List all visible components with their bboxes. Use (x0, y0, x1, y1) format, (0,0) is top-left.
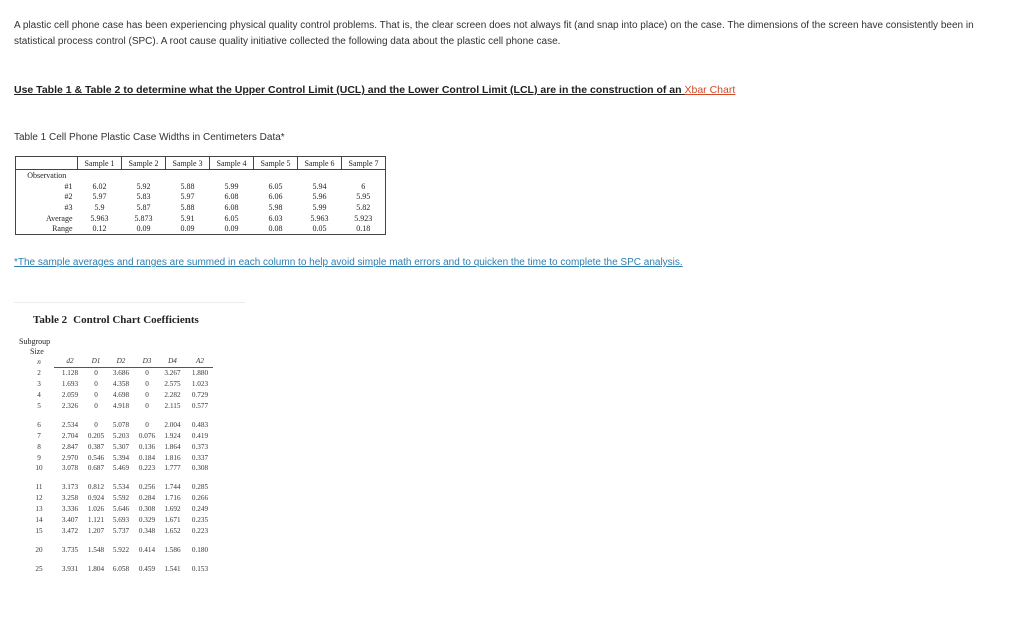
table2-column-header: D3 (142, 357, 152, 366)
table2-cell: 0.577 (191, 402, 209, 410)
table2-row (24, 544, 213, 555)
table2-cell: 1.716 (164, 494, 181, 503)
table1-cell: 5.82 (342, 202, 386, 213)
table2-header-row (24, 356, 213, 367)
xbar-chart-link[interactable]: Xbar Chart (684, 84, 736, 96)
table2-cell: 0.284 (138, 494, 156, 503)
table2-gap-cell (24, 474, 213, 482)
table2-cell: 3.735 (61, 545, 79, 554)
table2-cell: 1.548 (87, 545, 105, 554)
table2-subgroup-size: 5 (37, 402, 41, 410)
table1-cell: 6.02 (92, 181, 107, 191)
table2-cell: 0.076 (138, 431, 156, 440)
table2-cell: 0 (136, 367, 158, 378)
table2-group-gap (24, 474, 213, 482)
table2-group-gap (24, 411, 213, 419)
table2-subgroup-size: 8 (37, 442, 41, 451)
table1-row (16, 213, 386, 224)
table2-subgroup-size: 11 (35, 483, 43, 492)
table2-cell: 0.687 (87, 464, 105, 473)
table1-case-widths (15, 156, 386, 235)
table2-caption (33, 314, 199, 326)
table2-subgroup-size: 10 (35, 464, 43, 473)
table1-cell: 0.09 (210, 223, 254, 234)
table1-column-header: Sample 6 (298, 157, 342, 170)
table2-coefficients (24, 356, 213, 574)
table1-cell: 6.08 (224, 202, 239, 212)
table2-group-gap (24, 536, 213, 544)
table2-cell: 1.804 (87, 564, 105, 573)
table2-row (24, 379, 213, 390)
table1-cell: 5.99 (312, 202, 327, 212)
table1-header-row (16, 157, 386, 170)
table2-cell: 0.205 (87, 431, 105, 440)
table2-row (24, 419, 213, 430)
table2-cell: 5.592 (112, 494, 130, 503)
table1-cell: 5.97 (92, 192, 107, 202)
table2-subgroup-size: 4 (37, 391, 41, 400)
table2-row (24, 390, 213, 401)
table1-row (16, 202, 386, 213)
table2-cell: 2.115 (164, 402, 181, 410)
table2-cell: 5.693 (112, 516, 130, 525)
table2-subgroup-size: 20 (35, 545, 43, 554)
table2-cell: 2.326 (61, 402, 79, 410)
table2-cell: 0.308 (191, 464, 209, 473)
table1-column-header: Sample 3 (166, 157, 210, 170)
table2-cell: 3.258 (61, 494, 79, 503)
table2-cell: 0.414 (138, 545, 156, 554)
table1-cell: 6.03 (268, 213, 283, 223)
table1-row-label: Average (16, 213, 78, 224)
table2-cell: 1.023 (191, 380, 209, 389)
table1-observation-label: Observation (16, 170, 78, 181)
table1-observation-filler (78, 170, 386, 181)
table2-cell: 3.931 (61, 564, 79, 573)
table2-cell: 1.864 (164, 442, 181, 451)
table1-row (16, 191, 386, 202)
table2-cell: 0.184 (138, 453, 156, 462)
section-divider (14, 302, 245, 303)
table1-observation-row (16, 170, 386, 181)
table2-column-header: d2 (66, 357, 74, 366)
table2-cell: 0.136 (138, 442, 156, 451)
table2-cell: 3.407 (61, 516, 79, 525)
table1-cell: 6.06 (268, 192, 283, 202)
instruction-label: Use Table 1 & Table 2 to determine what the Upper Control Limit (UCL) and the Lower Control Limit (LCL) are in the construction of an (14, 84, 682, 96)
table2-row (24, 504, 213, 515)
table2-row (24, 430, 213, 441)
table1-row-label: Range (16, 223, 78, 234)
table2-cell: 0.266 (191, 494, 209, 503)
table2-cell: 0 (145, 391, 149, 400)
table2-cell: 3.078 (61, 464, 79, 473)
table2-cell: 0 (94, 391, 98, 400)
table2-n-label: n (37, 357, 41, 366)
table2-cell: 4.358 (112, 380, 130, 389)
table2-cell: 1.671 (164, 516, 181, 525)
table2-cell: 0.337 (191, 453, 209, 462)
table1-cell: 5.923 (342, 213, 386, 224)
table2-cell: 1.777 (164, 464, 181, 473)
table2-gap-cell (24, 411, 213, 419)
table2-cell: 6.058 (112, 564, 130, 573)
table2-row (24, 525, 213, 536)
table2-cell: 0.348 (138, 526, 156, 535)
table2-cell: 1.541 (164, 564, 181, 573)
table2-cell: 0.285 (191, 483, 209, 492)
table2-cell: 0.329 (138, 516, 156, 525)
table1-cell: 5.87 (136, 202, 151, 212)
table1-cell: 0.18 (342, 223, 386, 234)
table1-column-header: Sample 7 (342, 157, 386, 170)
table2-cell: 3.686 (106, 367, 136, 378)
table2-cell: 0.459 (138, 564, 156, 573)
table2-cell: 0 (86, 367, 106, 378)
table2-cell: 1.744 (164, 483, 181, 492)
table2-cell: 0.387 (87, 442, 105, 451)
table2-cell: 0.729 (191, 391, 209, 400)
table2-cell: 4.698 (112, 391, 130, 400)
table2-cell: 5.646 (112, 505, 130, 514)
table2-cell: 2.970 (61, 453, 79, 462)
table1-column-header: Sample 5 (254, 157, 298, 170)
table2-cell: 0.373 (191, 442, 209, 451)
table1-header-corner (16, 157, 78, 170)
table2-group-gap (24, 555, 213, 563)
table2-cell: 0 (145, 420, 149, 429)
table1-footnote: *The sample averages and ranges are summed in each column to help avoid simple math errors and to quicken the time to complete the SPC analysis. (14, 257, 683, 268)
size-label: Size (30, 347, 44, 356)
table1-cell: 5.88 (180, 202, 195, 212)
table1-cell: 0.09 (122, 223, 166, 234)
table2-cell: 1.924 (164, 431, 181, 440)
table1-cell: 5.9 (94, 202, 105, 212)
table2-subgroup-size: 7 (37, 431, 41, 440)
table2-cell: 1.816 (164, 453, 181, 462)
table2-cell: 1.121 (87, 516, 105, 525)
table1-column-header: Sample 4 (210, 157, 254, 170)
table1-cell: 6.05 (268, 181, 283, 191)
table2-column-header: A2 (196, 357, 204, 366)
table2-subgroup-size: 25 (35, 564, 43, 573)
table1-row (16, 223, 386, 234)
table1-column-header: Sample 1 (78, 157, 122, 170)
table1-row-label: #3 (16, 202, 78, 213)
table2-row (24, 367, 213, 378)
table2-cell: 0.249 (191, 505, 209, 514)
subgroup-label: Subgroup (19, 337, 51, 346)
table2-gap-cell (24, 536, 213, 544)
table2-cell: 5.469 (112, 464, 130, 473)
table2-cell: 0 (94, 420, 98, 429)
table2-subgroup-size: 12 (35, 494, 43, 503)
table2-cell: 0.223 (138, 464, 156, 473)
table2-cell: 0 (145, 402, 149, 410)
table2-subgroup-size: 2 (37, 369, 41, 378)
table1-cell: 5.873 (134, 213, 153, 223)
table2-cell: 1.652 (164, 526, 181, 535)
table2-column-header: D1 (91, 357, 101, 366)
table2-cell: 5.203 (112, 431, 130, 440)
table2-cell: 3.267 (158, 367, 187, 378)
table2-cell: 0.235 (191, 516, 209, 525)
table2-cell: 3.173 (61, 483, 79, 492)
table1-cell: 5.963 (310, 213, 329, 223)
table2-cell: 0.256 (138, 483, 156, 492)
table2-subgroup-size: 9 (37, 453, 41, 462)
table2-cell: 0.223 (191, 526, 209, 535)
table2-row (24, 441, 213, 452)
table1-cell: 5.99 (224, 181, 239, 191)
table1-column-header: Sample 2 (122, 157, 166, 170)
table2-cell: 1.207 (87, 526, 105, 535)
table1-cell: 6 (342, 181, 386, 192)
table1-caption: Table 1 Cell Phone Plastic Case Widths in Centimeters Data* (14, 132, 285, 143)
table2-cell: 0.812 (87, 483, 105, 492)
table2-cell: 5.394 (112, 453, 130, 462)
table2-row (24, 493, 213, 504)
table2-row (24, 452, 213, 463)
table2-cell: 1.693 (61, 380, 79, 389)
table1-cell: 0.12 (78, 223, 122, 234)
table2-cell: 0.924 (87, 494, 105, 503)
table2-cell: 2.534 (61, 420, 79, 429)
table1-cell: 6.08 (224, 192, 239, 202)
table1-cell: 5.97 (180, 192, 195, 202)
table2-subgroup-size: 14 (35, 516, 43, 525)
table2-cell: 0 (94, 380, 98, 389)
table2-cell: 0 (94, 402, 98, 410)
table2-cell: 5.922 (112, 545, 130, 554)
table2-cell: 2.704 (61, 431, 79, 440)
table1-cell: 5.98 (268, 202, 283, 212)
table2-cell: 1.880 (187, 367, 213, 378)
table2-cell: 0.308 (138, 505, 156, 514)
table2-row (24, 463, 213, 474)
table2-cell: 0.483 (191, 420, 209, 429)
table1-cell: 5.96 (312, 192, 327, 202)
table2-cell: 5.078 (112, 420, 130, 429)
instruction-text (14, 84, 735, 96)
table2-cell: 1.026 (87, 505, 105, 514)
table1-row (16, 181, 386, 192)
table2-cell: 3.336 (61, 505, 79, 514)
table1-cell: 5.92 (136, 181, 151, 191)
table2-cell: 2.004 (164, 420, 181, 429)
table2-cell: 2.575 (164, 380, 181, 389)
table2-caption-label: Table 2 (33, 314, 68, 326)
table2-cell: 2.847 (61, 442, 79, 451)
table2-cell: 5.737 (112, 526, 130, 535)
table2-caption-name: Control Chart Coefficients (73, 314, 199, 326)
table2-cell: 3.472 (61, 526, 79, 535)
table2-cell: 1.692 (164, 505, 181, 514)
table2-cell: 4.918 (112, 402, 130, 410)
table1-cell: 5.91 (180, 213, 195, 223)
table2-subgroup-size: 6 (37, 420, 41, 429)
table2-row (24, 515, 213, 526)
table2-subgroup-size: 3 (37, 380, 41, 389)
table2-cell: 5.534 (112, 483, 130, 492)
table2-cell: 1.128 (54, 367, 86, 378)
table1-cell: 5.88 (180, 181, 195, 191)
table1-cell: 0.08 (254, 223, 298, 234)
table1-cell: 6.05 (224, 213, 239, 223)
table2-cell: 0.546 (87, 453, 105, 462)
table1-cell: 5.963 (90, 213, 109, 223)
table2-cell: 2.059 (61, 391, 79, 400)
table1-cell: 0.09 (166, 223, 210, 234)
table1-cell: 5.95 (342, 191, 386, 202)
intro-paragraph: A plastic cell phone case has been experiencing physical quality control problems. That is, the clear screen does not always fit (and snap into place) on the case. The dimensions of the screen have consistently been in statistical process control (SPC). A root cause quality initiative collected the following data about the plastic cell phone case. (14, 20, 974, 47)
table2-row (24, 482, 213, 493)
table2-cell: 0 (145, 380, 149, 389)
table2-cell: 5.307 (112, 442, 130, 451)
table2-row (24, 401, 213, 412)
table1-row-label: #1 (16, 181, 78, 192)
table2-cell: 0.153 (191, 564, 209, 573)
table2-column-header: D4 (168, 357, 177, 366)
table1-row-label: #2 (16, 191, 78, 202)
table1-cell: 5.83 (136, 192, 151, 202)
table2-cell: 1.586 (164, 545, 181, 554)
table2-cell: 0.419 (191, 431, 209, 440)
table2-subgroup-size: 13 (35, 505, 43, 514)
table1-cell: 5.94 (312, 181, 327, 191)
table1-cell: 0.05 (298, 223, 342, 234)
table2-subgroup-size: 15 (35, 526, 43, 535)
table2-row (24, 563, 213, 574)
table2-gap-cell (24, 555, 213, 563)
table2-cell: 0.180 (191, 545, 209, 554)
table2-column-header: D2 (116, 357, 126, 366)
table2-cell: 2.282 (164, 391, 181, 400)
